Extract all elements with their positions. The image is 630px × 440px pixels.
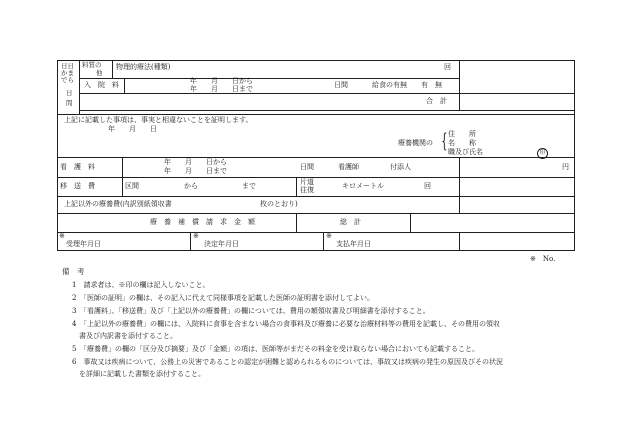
- note-item: 書及び内訳書を添付すること。: [72, 332, 177, 340]
- received-date-label: 受理年月日: [66, 240, 101, 248]
- col-divider: [190, 232, 191, 250]
- attendant-label: 付添人: [390, 163, 411, 171]
- other-fee-label: 料質の: [82, 61, 102, 69]
- col-divider: [296, 213, 297, 232]
- other-expenses-count: 枚のとおり): [260, 200, 298, 208]
- certificate-statement: 上記に記載した事項は、事実と相違ないことを証明します。: [64, 116, 253, 124]
- row-divider: [57, 114, 575, 115]
- meal-provided: 給食の有無 有 無: [372, 81, 442, 89]
- col-divider: [459, 157, 460, 213]
- doctor-title-name: 職及び氏名: [448, 148, 483, 156]
- note-item: 2 「医師の証明」の欄は、その記入に代えて同様事項を記載した医師の証明書を添付してよい。: [72, 294, 374, 302]
- bottom-border: [57, 250, 575, 251]
- period-label: 日: [66, 89, 73, 97]
- col-divider: [122, 177, 123, 196]
- period-label: かま: [61, 69, 74, 77]
- office-use-mark: ※: [193, 232, 199, 240]
- institution-name: 名 称: [448, 139, 476, 147]
- period-label: 間: [66, 99, 73, 107]
- col-divider: [323, 232, 324, 250]
- brace: {: [441, 128, 448, 152]
- payment-date-label: 支払年月日: [336, 240, 371, 248]
- row-divider: [79, 78, 459, 79]
- col-divider: [79, 60, 80, 114]
- inpatient-fee-label: 入 院 料: [84, 81, 119, 89]
- yen-unit: 円: [562, 163, 569, 171]
- note-item: を詳細に記載した書類を添付すること。: [72, 370, 205, 378]
- table-right-border: [574, 60, 575, 250]
- other-expenses-label: 上記以外の療養費(内訳別紙領収書: [64, 200, 172, 208]
- row-divider: [79, 93, 575, 94]
- row-divider: [57, 177, 575, 178]
- institution-label: 療養機関の: [398, 139, 433, 147]
- nursing-from-date: 年 月 日から: [164, 158, 227, 166]
- transport-to: まで: [242, 182, 256, 190]
- notes-title: 備 考: [62, 267, 85, 276]
- nursing-fee-label: 看 護 料: [60, 163, 95, 171]
- transport-from: から: [184, 182, 198, 190]
- row-divider: [79, 110, 575, 111]
- document-number-label: ※ No.: [530, 255, 556, 263]
- institution-address: 住 所: [448, 130, 476, 138]
- certificate-date: 年 月 日: [108, 125, 157, 133]
- note-item: 5 「療養費」の欄の「区分及び摘要」及び「金額」の項は、医師等がまだその料金を受け取らない場合においても記載すること。: [72, 345, 479, 353]
- note-item: 6 事故又は疾病について、公務上の災害であることの認定が困難と認められるものについては、事故又は疾病の発生の原因及びその状況: [72, 358, 504, 366]
- transport-fee-label: 移 送 費: [60, 182, 95, 190]
- inpatient-from-date: 年 月 日から: [190, 77, 253, 85]
- grand-total-label: 総 計: [340, 218, 361, 226]
- inpatient-to-date: 年 月 日まで: [190, 85, 253, 93]
- col-divider: [410, 213, 411, 232]
- distance-km: キロメートル: [342, 182, 384, 190]
- nurse-label: 看護師: [338, 163, 359, 171]
- row-divider: [57, 157, 575, 158]
- col-divider: [459, 232, 460, 250]
- period-label: でら: [61, 76, 74, 84]
- top-border: [57, 60, 575, 61]
- office-use-mark: ※: [59, 232, 65, 240]
- total-label: 合 計: [426, 97, 447, 105]
- period-label: 日日: [61, 62, 74, 70]
- note-item: 3 「看護料」、「移送費」及び「上記以外の療養費」の欄については、費用の額領収書及び明細書を添付すること。: [72, 307, 430, 315]
- other-fee-label: 他: [96, 69, 103, 77]
- table-left-border: [57, 60, 58, 250]
- therapy-count-unit: 回: [444, 63, 451, 71]
- row-divider: [57, 232, 575, 233]
- nursing-days: 日間: [300, 163, 314, 171]
- nursing-to-date: 年 月 日まで: [164, 167, 227, 175]
- transport-section-label: 区間: [125, 182, 139, 190]
- col-divider: [122, 157, 123, 177]
- claim-amount-label: 療 養 補 償 請 求 金 額: [150, 218, 255, 226]
- row-divider: [57, 196, 575, 197]
- col-divider: [296, 177, 297, 196]
- office-use-mark: ※: [326, 232, 332, 240]
- decision-date-label: 決定年月日: [204, 240, 239, 248]
- col-divider: [112, 60, 113, 78]
- inpatient-days: 日間: [334, 81, 348, 89]
- seal-mark: 印: [537, 148, 548, 159]
- note-item: 4 「上記以外の療養費」の欄には、入院料に食事を含まない場合の食事料及び療養に必要な治療材料等の費用を記載し、その費用の領収: [72, 320, 500, 328]
- note-item: 1 請求者は、※印の欄は記入しないこと。: [72, 281, 210, 289]
- row-divider: [57, 213, 575, 214]
- roundtrip-label: 往復: [300, 186, 314, 194]
- col-divider: [124, 78, 125, 93]
- transport-times: 回: [424, 182, 431, 190]
- physical-therapy-type: 物理的療法(種類): [116, 63, 171, 71]
- oneway-label: 片道: [300, 178, 314, 186]
- col-divider: [459, 60, 460, 110]
